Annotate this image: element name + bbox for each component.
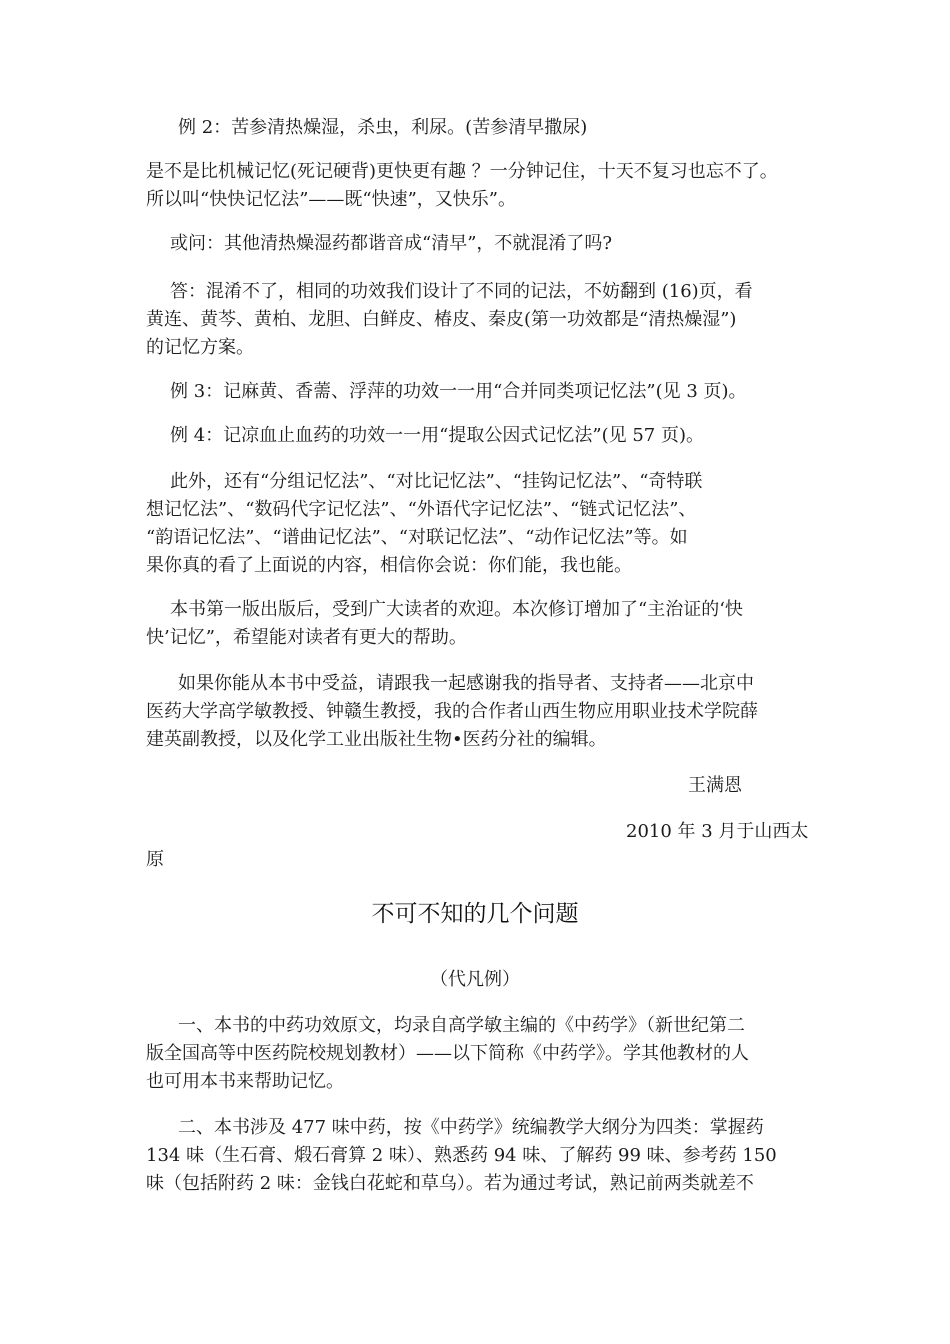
paragraph-line: 是不是比机械记忆(死记硬背)更快更有趣 ？一分钟记住，十天不复习也忘不了。 — [146, 161, 778, 182]
section-title: 不可不知的几个问题 — [371, 901, 579, 927]
paragraph-line: 建英副教授，以及化学工业出版社生物•医药分社的编辑。 — [146, 729, 607, 750]
paragraph-line: 二、本书涉及 477 味中药，按《中药学》统编教学大纲分为四类：掌握药 — [178, 1117, 764, 1138]
paragraph-line: 快’记忆”，希望能对读者有更大的帮助。 — [146, 627, 467, 648]
paragraph-line: 例 4：记凉血止血药的功效一一用“提取公因式记忆法”(见 57 页)。 — [170, 425, 704, 446]
paragraph-line: 味（包括附药 2 味：金钱白花蛇和草乌）。若为通过考试，熟记前两类就差不 — [146, 1173, 754, 1194]
paragraph-line: 或问：其他清热燥湿药都谐音成“清早”，不就混淆了吗? — [170, 233, 613, 254]
paragraph-line: 果你真的看了上面说的内容，相信你会说：你们能，我也能。 — [146, 555, 632, 576]
paragraph-line: 也可用本书来帮助记忆。 — [146, 1071, 344, 1092]
paragraph-line: 黄连、黄芩、黄柏、龙胆、白鲜皮、椿皮、秦皮(第一功效都是“清热燥湿”) — [146, 309, 737, 330]
date-place-continued: 原 — [146, 849, 164, 870]
paragraph-line: 想记忆法”、“数码代字记忆法”、“外语代字记忆法”、“链式记忆法”、 — [146, 499, 697, 520]
paragraph-line: 134 味（生石膏、煅石膏算 2 味）、熟悉药 94 味、了解药 99 味、参考药 150 — [146, 1145, 777, 1166]
paragraph-line: 的记忆方案。 — [146, 337, 254, 358]
date-place: 2010 年 3 月于山西太 — [626, 821, 809, 842]
paragraph-line: 本书第一版出版后，受到广大读者的欢迎。本次修订增加了“主治证的‘快 — [170, 599, 743, 620]
author-signature: 王满恩 — [688, 775, 742, 796]
paragraph-line: “韵语记忆法”、“谱曲记忆法”、“对联记忆法”、“动作记忆法”等。如 — [146, 527, 688, 548]
paragraph-line: 一、本书的中药功效原文，均录自高学敏主编的《中药学》（新世纪第二 — [178, 1015, 745, 1036]
paragraph-line: 医药大学高学敏教授、钟赣生教授，我的合作者山西生物应用职业技术学院薛 — [146, 701, 758, 722]
paragraph-line: 例 2：苦参清热燥湿，杀虫，利尿。(苦参清早撒尿) — [178, 117, 588, 138]
paragraph-line: 例 3：记麻黄、香薷、浮萍的功效一一用“合并同类项记忆法”(见 3 页)。 — [170, 381, 747, 402]
paragraph-line: 所以叫“快快记忆法”——既“快速”，又快乐”。 — [146, 189, 517, 210]
section-subtitle: （代凡例） — [430, 969, 520, 990]
paragraph-line: 版全国高等中医药院校规划教材）——以下简称《中药学》。学其他教材的人 — [146, 1043, 749, 1064]
paragraph-line: 如果你能从本书中受益，请跟我一起感谢我的指导者、支持者——北京中 — [178, 673, 754, 694]
paragraph-line: 此外，还有“分组记忆法”、“对比记忆法”、“挂钩记忆法”、“奇特联 — [170, 471, 703, 492]
paragraph-line: 答：混淆不了，相同的功效我们设计了不同的记法，不妨翻到 (16)页，看 — [170, 281, 753, 302]
